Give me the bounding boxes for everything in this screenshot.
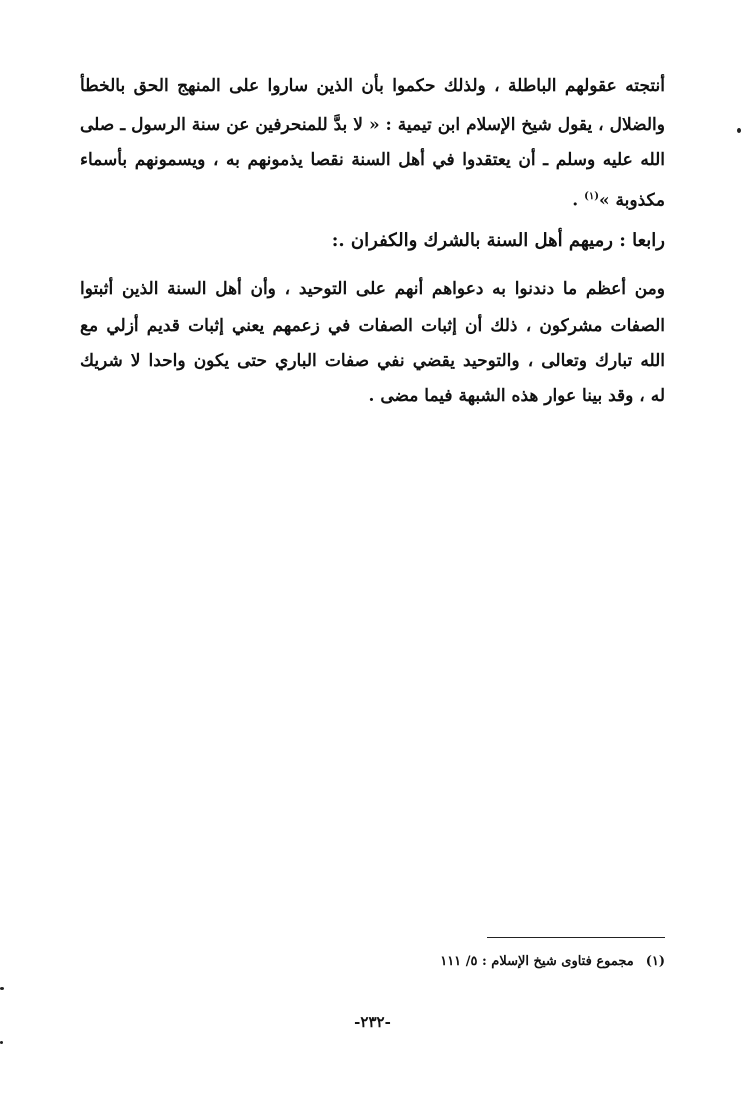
footnote-divider: [487, 937, 665, 938]
page-number: -٢٣٢-: [354, 1013, 391, 1031]
paragraph-1-line-3: الله عليه وسلم ـ أن يعتقدوا في أهل السنة نقصا يذمونهم به ، ويسمونهم بأسماء: [80, 150, 665, 170]
paragraph-2-line-2: الصفات مشركون ، ذلك أن إثبات الصفات في زعمهم يعني إثبات قديم أزلي مع: [80, 316, 665, 336]
paragraph-1-end: .: [572, 190, 585, 211]
footnote-reference: (١): [584, 191, 599, 202]
scan-speck: [737, 128, 741, 133]
paragraph-2-line-4: له ، وقد بينا عوار هذه الشبهة فيما مضى .: [368, 386, 665, 406]
section-heading: رابعا : رميهم أهل السنة بالشرك والكفران .:: [331, 230, 665, 251]
paragraph-1-line-2: والضلال ، يقول شيخ الإسلام ابن تيمية : « لا بدَّ للمنحرفين عن سنة الرسول ـ صلى: [80, 115, 665, 135]
paragraph-1-line-4-text: مكذوبة »: [598, 190, 665, 211]
scan-speck: [0, 987, 4, 990]
paragraph-1-line-1: أنتجته عقولهم الباطلة ، ولذلك حكموا بأن الذين ساروا على المنهج الحق بالخطأ: [80, 76, 665, 96]
paragraph-1-line-4: [80, 183, 665, 211]
footnote-text: مجموع فتاوى شيخ الإسلام : ٥/ ١١١: [440, 954, 634, 969]
footnote-marker: (١): [645, 954, 665, 969]
scan-speck: [0, 1041, 3, 1044]
paragraph-2-line-3: الله تبارك وتعالى ، والتوحيد يقضي نفي صفات الباري حتى يكون واحدا لا شريك: [80, 351, 665, 371]
footnote: [265, 954, 665, 969]
paragraph-2-line-1: ومن أعظم ما دندنوا به دعواهم أنهم على التوحيد ، وأن أهل السنة الذين أثبتوا: [80, 279, 665, 299]
